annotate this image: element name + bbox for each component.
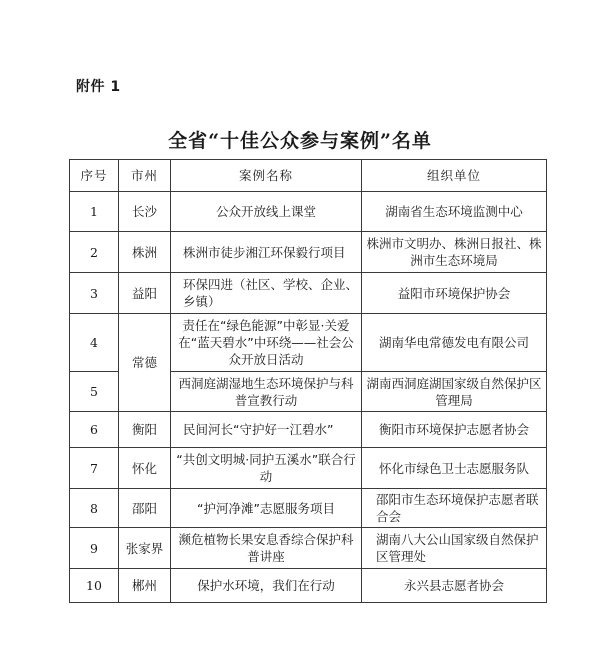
row-organizer: 湖南省生态环境监测中心	[362, 192, 547, 232]
row-case-name: “共创文明城·同护五溪水”联合行动	[171, 448, 362, 489]
header-city: 市州	[119, 160, 171, 192]
row-number: 9	[70, 528, 119, 569]
row-number: 2	[70, 232, 119, 273]
header-number: 序号	[70, 160, 119, 192]
row-case-name: 保护水环境，我们在行动	[171, 569, 362, 603]
row-organizer: 永兴县志愿者协会	[362, 569, 547, 603]
row-case-name: 西洞庭湖湿地生态环境保护与科普宣教行动	[171, 372, 362, 412]
row-city: 衡阳	[119, 412, 171, 448]
row-organizer: 湖南八大公山国家级自然保护区管理处	[362, 528, 547, 569]
table-row	[70, 232, 547, 273]
row-number: 1	[70, 192, 119, 232]
row-organizer: 株洲市文明办、株洲日报社、株洲市生态环境局	[362, 232, 547, 273]
row-organizer: 怀化市绿色卫士志愿服务队	[362, 448, 547, 489]
row-case-name: “护河净滩”志愿服务项目	[171, 489, 362, 528]
row-city: 怀化	[119, 448, 171, 489]
row-city: 张家界	[119, 528, 171, 569]
header-organizer: 组织单位	[362, 160, 547, 192]
row-number: 3	[70, 273, 119, 314]
row-city: 常德	[119, 314, 171, 412]
row-number: 5	[70, 372, 119, 412]
row-city: 长沙	[119, 192, 171, 232]
row-organizer: 衡阳市环境保护志愿者协会	[362, 412, 547, 448]
row-number: 10	[70, 569, 119, 603]
annex-label: 附件 1	[76, 79, 121, 95]
row-number: 6	[70, 412, 119, 448]
table-row	[70, 412, 547, 448]
document-title: 全省“十佳公众参与案例”名单	[168, 130, 432, 152]
row-city: 株洲	[119, 232, 171, 273]
row-number: 4	[70, 314, 119, 372]
row-organizer: 邵阳市生态环境保护志愿者联合会	[362, 489, 547, 528]
table-header-row	[70, 160, 547, 192]
row-case-name: 公众开放线上课堂	[171, 192, 362, 232]
row-organizer: 益阳市环境保护协会	[362, 273, 547, 314]
row-case-name: 株洲市徒步湘江环保毅行项目	[171, 232, 362, 273]
table-row	[70, 489, 547, 528]
row-organizer: 湖南西洞庭湖国家级自然保护区管理局	[362, 372, 547, 412]
table-row	[70, 273, 547, 314]
header-case-name: 案例名称	[171, 160, 362, 192]
row-case-name: 责任在“绿色能源”中彰显·关爱在“蓝天碧水”中环绕——社会公众开放日活动	[171, 314, 362, 372]
row-organizer: 湖南华电常德发电有限公司	[362, 314, 547, 372]
case-list-table	[69, 159, 547, 603]
table-row	[70, 528, 547, 569]
row-case-name: 民间河长“守护好一江碧水”	[171, 412, 362, 448]
row-case-name: 环保四进（社区、学校、企业、乡镇）	[171, 273, 362, 314]
table-row	[70, 192, 547, 232]
table-row	[70, 448, 547, 489]
row-number: 8	[70, 489, 119, 528]
row-city: 益阳	[119, 273, 171, 314]
table-row	[70, 314, 547, 372]
row-city: 邵阳	[119, 489, 171, 528]
row-number: 7	[70, 448, 119, 489]
row-case-name: 濒危植物长果安息香综合保护科普讲座	[171, 528, 362, 569]
row-city: 郴州	[119, 569, 171, 603]
table-row	[70, 569, 547, 603]
